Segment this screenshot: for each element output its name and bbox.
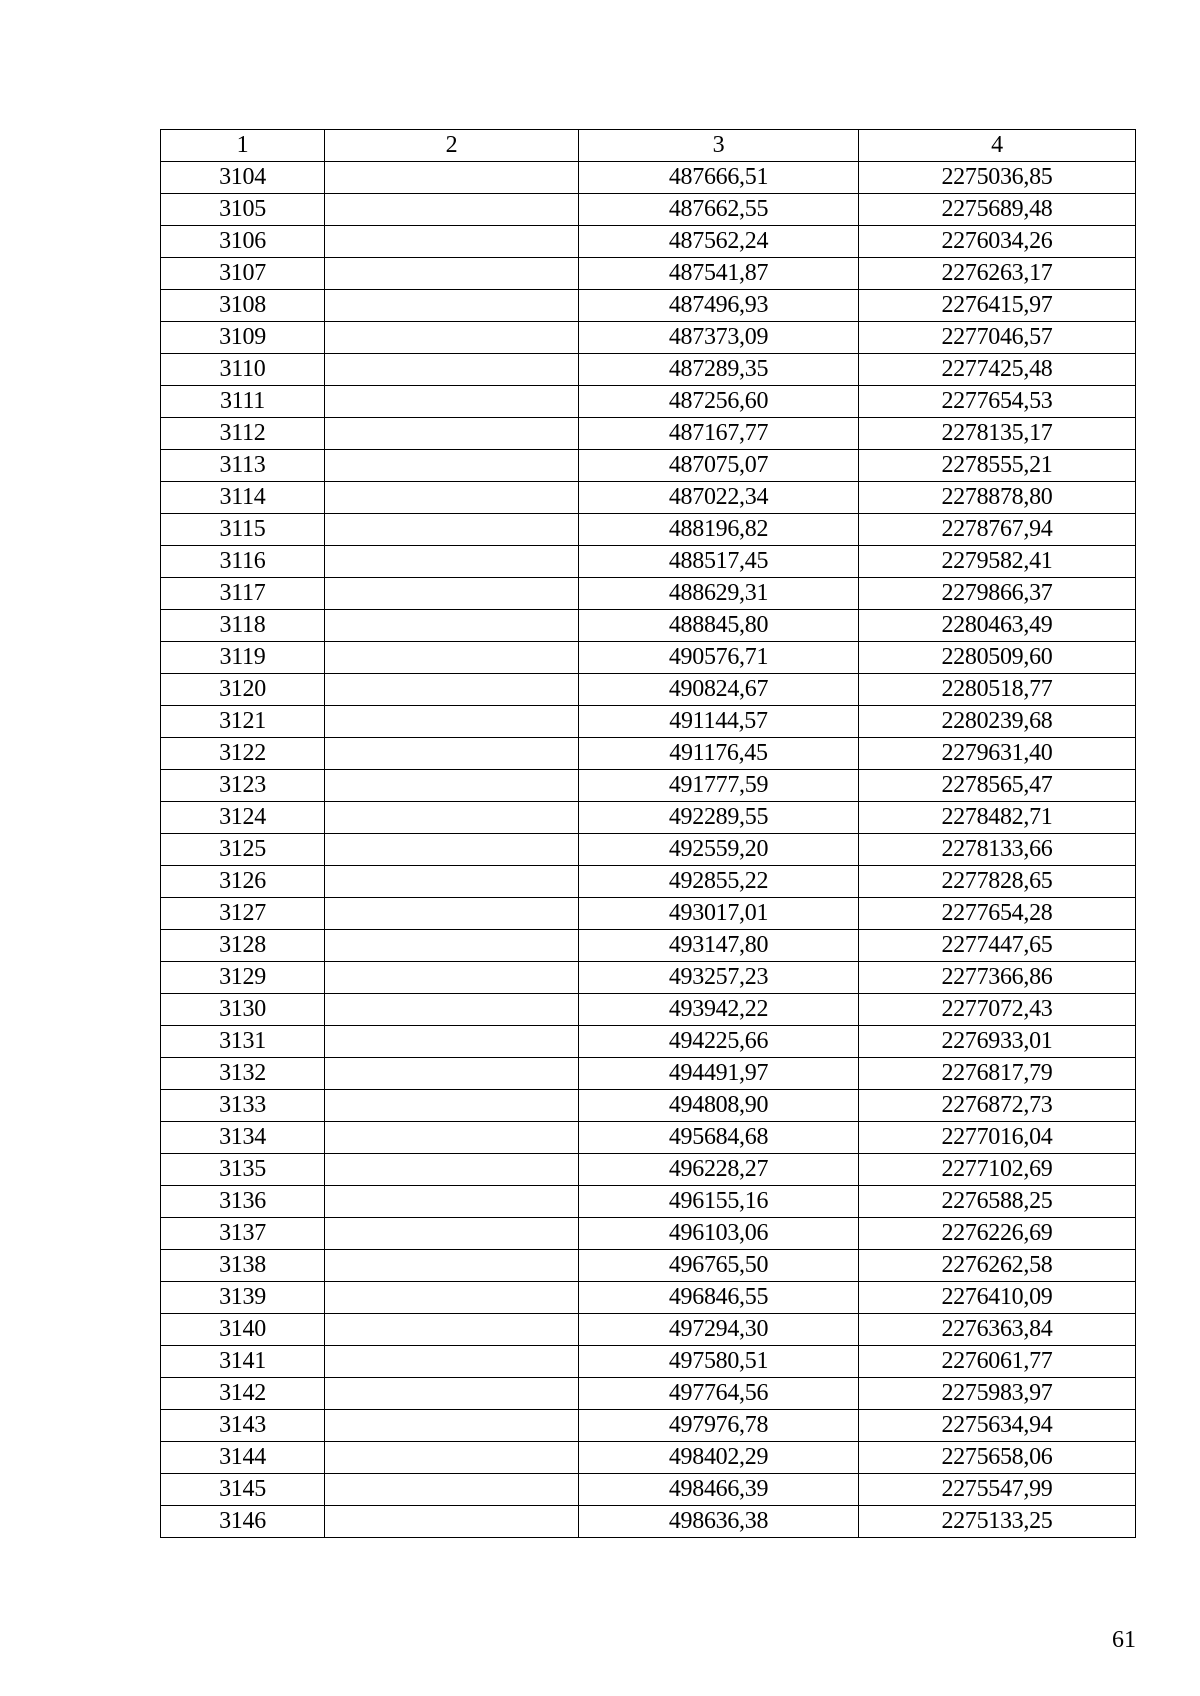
table-cell	[325, 450, 579, 482]
table-cell	[325, 1506, 579, 1538]
table-cell: 497580,51	[579, 1346, 859, 1378]
column-header: 3	[579, 130, 859, 162]
table-cell: 3138	[161, 1250, 325, 1282]
table-cell: 497976,78	[579, 1410, 859, 1442]
table-cell: 3109	[161, 322, 325, 354]
table-cell: 3128	[161, 930, 325, 962]
table-row	[161, 1346, 1136, 1378]
table-cell	[325, 802, 579, 834]
table-row	[161, 226, 1136, 258]
table-cell: 2277828,65	[859, 866, 1136, 898]
table-cell: 3107	[161, 258, 325, 290]
table-row	[161, 706, 1136, 738]
table-row	[161, 514, 1136, 546]
table-cell: 3114	[161, 482, 325, 514]
table-row	[161, 1186, 1136, 1218]
table-cell: 2275133,25	[859, 1506, 1136, 1538]
column-header: 1	[161, 130, 325, 162]
table-cell	[325, 194, 579, 226]
table-cell: 3140	[161, 1314, 325, 1346]
table-cell: 496765,50	[579, 1250, 859, 1282]
table-row	[161, 1250, 1136, 1282]
table-row	[161, 1122, 1136, 1154]
table-cell	[325, 1442, 579, 1474]
table-cell: 494225,66	[579, 1026, 859, 1058]
table-row	[161, 1410, 1136, 1442]
table-cell	[325, 1058, 579, 1090]
table-cell	[325, 514, 579, 546]
table-cell: 2278878,80	[859, 482, 1136, 514]
table-cell: 2277654,28	[859, 898, 1136, 930]
table-row	[161, 866, 1136, 898]
column-header: 4	[859, 130, 1136, 162]
table-cell	[325, 354, 579, 386]
table-cell: 2276872,73	[859, 1090, 1136, 1122]
table-cell: 495684,68	[579, 1122, 859, 1154]
table-cell	[325, 1314, 579, 1346]
table-cell: 2279582,41	[859, 546, 1136, 578]
table-cell: 3113	[161, 450, 325, 482]
table-cell: 2278482,71	[859, 802, 1136, 834]
table-row	[161, 1506, 1136, 1538]
table-cell: 488845,80	[579, 610, 859, 642]
table-cell: 2275983,97	[859, 1378, 1136, 1410]
table-cell: 2279866,37	[859, 578, 1136, 610]
table-cell	[325, 418, 579, 450]
table-cell: 3133	[161, 1090, 325, 1122]
table-cell: 487666,51	[579, 162, 859, 194]
table-cell: 2276061,77	[859, 1346, 1136, 1378]
table-cell: 2277425,48	[859, 354, 1136, 386]
table-cell: 492559,20	[579, 834, 859, 866]
table-cell: 2276410,09	[859, 1282, 1136, 1314]
table-cell: 2277447,65	[859, 930, 1136, 962]
table-cell: 2278767,94	[859, 514, 1136, 546]
table-row	[161, 930, 1136, 962]
table-cell: 487289,35	[579, 354, 859, 386]
table-row	[161, 1282, 1136, 1314]
table-cell: 3116	[161, 546, 325, 578]
table-row	[161, 834, 1136, 866]
table-cell: 494808,90	[579, 1090, 859, 1122]
table-cell: 2277072,43	[859, 994, 1136, 1026]
table-cell: 490824,67	[579, 674, 859, 706]
table-cell: 487562,24	[579, 226, 859, 258]
table-cell: 3129	[161, 962, 325, 994]
table-row	[161, 546, 1136, 578]
table-cell: 2275547,99	[859, 1474, 1136, 1506]
table-cell: 2280518,77	[859, 674, 1136, 706]
table-cell: 2275036,85	[859, 162, 1136, 194]
table-row	[161, 194, 1136, 226]
table-cell	[325, 258, 579, 290]
table-row	[161, 962, 1136, 994]
table-cell	[325, 1282, 579, 1314]
table-cell: 3134	[161, 1122, 325, 1154]
table-cell: 498466,39	[579, 1474, 859, 1506]
table-cell: 3132	[161, 1058, 325, 1090]
table-cell: 3141	[161, 1346, 325, 1378]
coordinates-table	[160, 129, 1136, 1538]
table-cell: 487662,55	[579, 194, 859, 226]
table-cell	[325, 834, 579, 866]
table-row	[161, 258, 1136, 290]
table-cell: 490576,71	[579, 642, 859, 674]
table-cell: 2277102,69	[859, 1154, 1136, 1186]
table-cell: 2275634,94	[859, 1410, 1136, 1442]
table-cell: 498636,38	[579, 1506, 859, 1538]
table-cell: 487256,60	[579, 386, 859, 418]
table-cell	[325, 674, 579, 706]
table-cell: 496846,55	[579, 1282, 859, 1314]
table-cell: 493147,80	[579, 930, 859, 962]
table-row	[161, 898, 1136, 930]
table-cell: 2278565,47	[859, 770, 1136, 802]
table-row	[161, 1058, 1136, 1090]
table-cell: 3139	[161, 1282, 325, 1314]
table-cell	[325, 290, 579, 322]
table-cell	[325, 1218, 579, 1250]
table-cell: 3111	[161, 386, 325, 418]
table-row	[161, 802, 1136, 834]
table-cell: 497764,56	[579, 1378, 859, 1410]
table-cell: 487167,77	[579, 418, 859, 450]
table-cell	[325, 162, 579, 194]
table-row	[161, 642, 1136, 674]
table-cell: 492855,22	[579, 866, 859, 898]
table-cell: 487373,09	[579, 322, 859, 354]
table-row	[161, 322, 1136, 354]
table-cell: 2277654,53	[859, 386, 1136, 418]
table-cell: 3110	[161, 354, 325, 386]
table-cell: 487541,87	[579, 258, 859, 290]
table-cell	[325, 930, 579, 962]
table-cell	[325, 1474, 579, 1506]
table-cell: 493942,22	[579, 994, 859, 1026]
table-cell	[325, 386, 579, 418]
table-cell: 3131	[161, 1026, 325, 1058]
table-cell: 3125	[161, 834, 325, 866]
table-cell	[325, 770, 579, 802]
table-cell: 2276415,97	[859, 290, 1136, 322]
table-cell: 487075,07	[579, 450, 859, 482]
table-cell: 3105	[161, 194, 325, 226]
table-row	[161, 1026, 1136, 1058]
table-cell: 3120	[161, 674, 325, 706]
table-cell: 488196,82	[579, 514, 859, 546]
table-cell: 3115	[161, 514, 325, 546]
table-cell	[325, 1250, 579, 1282]
table-cell	[325, 866, 579, 898]
table-cell: 2276263,17	[859, 258, 1136, 290]
table-cell: 2277016,04	[859, 1122, 1136, 1154]
table-cell: 3121	[161, 706, 325, 738]
table-cell	[325, 642, 579, 674]
table-cell	[325, 546, 579, 578]
table-cell: 493257,23	[579, 962, 859, 994]
table-row	[161, 450, 1136, 482]
table-cell	[325, 962, 579, 994]
table-cell: 2278555,21	[859, 450, 1136, 482]
table-cell: 491144,57	[579, 706, 859, 738]
table-cell	[325, 610, 579, 642]
table-cell: 498402,29	[579, 1442, 859, 1474]
table-cell	[325, 1186, 579, 1218]
table-cell: 491176,45	[579, 738, 859, 770]
table-cell: 2276817,79	[859, 1058, 1136, 1090]
table-cell: 496228,27	[579, 1154, 859, 1186]
table-cell: 3143	[161, 1410, 325, 1442]
table-cell: 2280239,68	[859, 706, 1136, 738]
table-cell: 3144	[161, 1442, 325, 1474]
table-cell	[325, 226, 579, 258]
column-header: 2	[325, 130, 579, 162]
table-cell: 3117	[161, 578, 325, 610]
table-row	[161, 1474, 1136, 1506]
table-cell: 492289,55	[579, 802, 859, 834]
table-row	[161, 610, 1136, 642]
table-cell: 3104	[161, 162, 325, 194]
table-cell: 2276363,84	[859, 1314, 1136, 1346]
table-cell: 3146	[161, 1506, 325, 1538]
table-row	[161, 386, 1136, 418]
table-row	[161, 482, 1136, 514]
page-number: 61	[1112, 1627, 1136, 1653]
table-cell: 3119	[161, 642, 325, 674]
table-cell: 3124	[161, 802, 325, 834]
table-cell: 488517,45	[579, 546, 859, 578]
table-header-row	[161, 130, 1136, 162]
table-row	[161, 994, 1136, 1026]
table-cell	[325, 1122, 579, 1154]
table-cell: 2280463,49	[859, 610, 1136, 642]
table-cell: 3112	[161, 418, 325, 450]
table-cell: 491777,59	[579, 770, 859, 802]
table-cell	[325, 482, 579, 514]
table-row	[161, 1314, 1136, 1346]
table-cell: 2275689,48	[859, 194, 1136, 226]
table-cell: 2276933,01	[859, 1026, 1136, 1058]
table-cell	[325, 706, 579, 738]
table-body	[161, 162, 1136, 1538]
table-cell: 3106	[161, 226, 325, 258]
table-row	[161, 162, 1136, 194]
table-row	[161, 738, 1136, 770]
table-row	[161, 578, 1136, 610]
table-cell: 3136	[161, 1186, 325, 1218]
table-row	[161, 1090, 1136, 1122]
table-row	[161, 1442, 1136, 1474]
table-cell: 487022,34	[579, 482, 859, 514]
table-row	[161, 674, 1136, 706]
table-row	[161, 770, 1136, 802]
table-cell: 488629,31	[579, 578, 859, 610]
table-row	[161, 1378, 1136, 1410]
table-cell: 2279631,40	[859, 738, 1136, 770]
table-cell	[325, 738, 579, 770]
table-cell	[325, 578, 579, 610]
table-cell: 496103,06	[579, 1218, 859, 1250]
table-cell	[325, 1378, 579, 1410]
table-cell: 3135	[161, 1154, 325, 1186]
table-cell	[325, 1090, 579, 1122]
table-cell	[325, 898, 579, 930]
table-row	[161, 290, 1136, 322]
table-cell: 2275658,06	[859, 1442, 1136, 1474]
table-cell: 2277366,86	[859, 962, 1136, 994]
table-cell: 3142	[161, 1378, 325, 1410]
table-row	[161, 418, 1136, 450]
table-row	[161, 1218, 1136, 1250]
table-cell: 3126	[161, 866, 325, 898]
table-cell: 497294,30	[579, 1314, 859, 1346]
table-cell	[325, 1410, 579, 1442]
table-cell: 2277046,57	[859, 322, 1136, 354]
table-cell: 2276034,26	[859, 226, 1136, 258]
table-cell: 2280509,60	[859, 642, 1136, 674]
table-cell	[325, 1346, 579, 1378]
table-cell: 3127	[161, 898, 325, 930]
table-row	[161, 1154, 1136, 1186]
table-cell: 3123	[161, 770, 325, 802]
table-cell: 2276226,69	[859, 1218, 1136, 1250]
table-cell: 487496,93	[579, 290, 859, 322]
table-cell: 3137	[161, 1218, 325, 1250]
table-cell: 3145	[161, 1474, 325, 1506]
table-cell: 3118	[161, 610, 325, 642]
table-cell: 3122	[161, 738, 325, 770]
table-cell: 496155,16	[579, 1186, 859, 1218]
table-cell: 494491,97	[579, 1058, 859, 1090]
table-cell: 3130	[161, 994, 325, 1026]
table-cell	[325, 322, 579, 354]
table-cell: 2278135,17	[859, 418, 1136, 450]
table-cell: 2276588,25	[859, 1186, 1136, 1218]
table-cell	[325, 994, 579, 1026]
table-cell	[325, 1026, 579, 1058]
table-cell: 3108	[161, 290, 325, 322]
table-cell: 2276262,58	[859, 1250, 1136, 1282]
table-cell: 2278133,66	[859, 834, 1136, 866]
table-cell	[325, 1154, 579, 1186]
table-cell: 493017,01	[579, 898, 859, 930]
table-row	[161, 354, 1136, 386]
